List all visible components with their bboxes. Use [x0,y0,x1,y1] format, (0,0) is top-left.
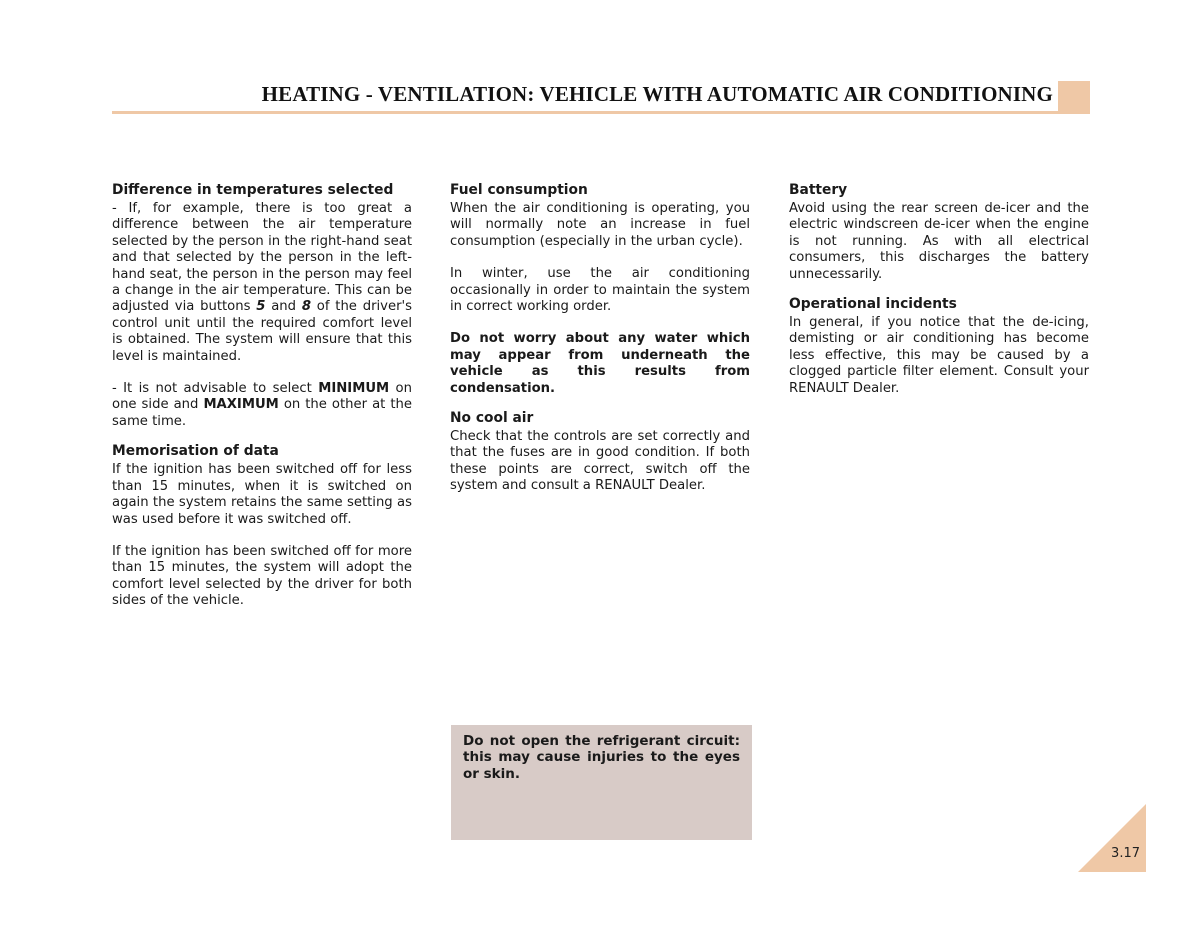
column-left [112,181,412,610]
fuel-paragraph-3: Do not worry about any water which may appear from underneath the vehicle as this results from condensation. [450,331,750,396]
corner-triangle-shape [1078,804,1146,872]
warning-box: Do not open the refrigerant circuit: this may cause injuries to the eyes or skin. [451,725,752,840]
text-run: on the other at the same time. [112,397,412,429]
text-run: of the driver's control unit until the required comfort level is obtained. The system will ensure that this level is maintained. [112,299,412,364]
temperatures-paragraph-1 [112,201,412,365]
header-tab-marker [1058,81,1090,113]
memorisation-paragraph-2: If the ignition has been switched off for more than 15 minutes, the system will adopt the comfort level selected by the driver for both sides of the vehicle. [112,543,412,609]
incidents-paragraph: In general, if you notice that the de-icing, demisting or air conditioning has become less effective, this may be caused by a clogged particle filter element. Consult your RENAULT Dealer. [789,315,1089,396]
no-cool-air-paragraph: Check that the controls are set correctly and that the fuses are in good condition. If both these points are correct, switch off the system and consult a RENAULT Dealer. [450,429,750,494]
text-run: - It is not advisable to select [112,381,319,397]
column-right [789,181,1089,397]
memorisation-paragraph-1: If the ignition has been switched off for less than 15 minutes, when it is switched on again the system retains the same setting as was used before it was switched off. [112,462,412,527]
section-heading-temperatures: Difference in temperatures selected [112,182,394,198]
section-heading-fuel: Fuel consumption [450,182,588,198]
section-heading-incidents: Operational incidents [789,296,957,313]
text-run: - If, for example, there is too great a difference between the air temperature selected by the person in the right-hand seat and that selected by the person in the left-hand seat, the person in the person may feel a change in the air temperature. This can be adjusted via buttons [112,201,412,315]
header-rule [112,111,1090,114]
section-heading-memorisation: Memorisation of data [112,443,279,460]
column-middle [450,181,750,495]
minimum-term: MINIMUM [318,381,390,397]
maximum-term: MAXIMUM [203,397,279,413]
fuel-paragraph-1: When the air conditioning is operating, you will normally note an increase in fuel consumption (especially in the urban cycle). [450,201,750,249]
page-title: HEATING - VENTILATION: VEHICLE WITH AUTOMATIC AIR CONDITIONING [261,82,1053,106]
temperatures-paragraph-2 [112,381,412,430]
fuel-paragraph-2: In winter, use the air conditioning occasionally in order to maintain the system in correct working order. [450,266,750,315]
page-number: 3.17 [1111,846,1140,861]
section-heading-no-cool-air: No cool air [450,410,534,427]
battery-paragraph: Avoid using the rear screen de-icer and the electric windscreen de-icer when the engine is not running. As with all electrical consumers, this discharges the battery unnecessarily. [789,201,1089,282]
page-corner-triangle [1078,804,1146,872]
text-run: on one side and [112,381,412,413]
button-ref-8: 8 [301,299,312,315]
button-ref-5: 5 [256,299,266,315]
section-heading-battery: Battery [789,182,848,198]
text-run: and [265,299,302,315]
